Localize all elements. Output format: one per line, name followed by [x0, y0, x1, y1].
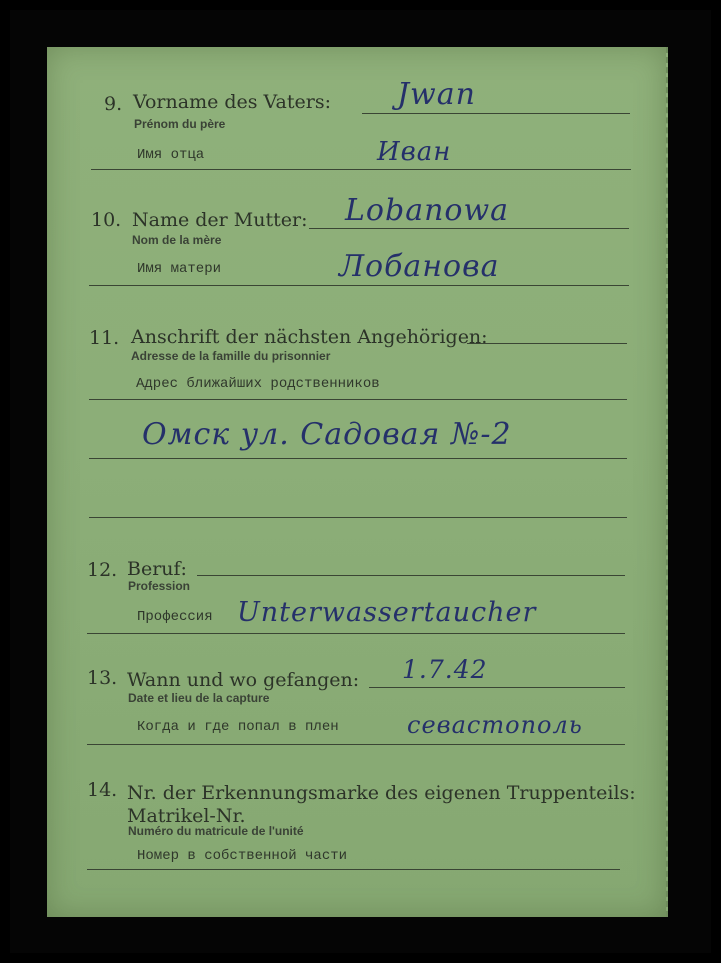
- field9-line-2: [91, 169, 631, 170]
- field14-number: 14.: [87, 779, 118, 801]
- field14-line-1: [87, 869, 620, 870]
- field13-line-2: [87, 744, 625, 745]
- field9-french-label: Prénom du père: [134, 117, 226, 131]
- field11-number: 11.: [89, 327, 120, 349]
- field14-german-label-2: Matrikel-Nr.: [127, 805, 246, 827]
- field9-handwritten-ru: Иван: [377, 137, 452, 167]
- field12-line-2: [87, 633, 625, 634]
- field13-line-1: [369, 687, 625, 688]
- field11-french-label: Adresse de la famille du prisonnier: [131, 349, 331, 363]
- field9-line-1: [362, 113, 630, 114]
- field12-handwritten: Unterwassertaucher: [237, 597, 537, 628]
- field12-french-label: Profession: [128, 579, 191, 593]
- field11-line-2: [89, 399, 627, 400]
- field12-russian-label: Профессия: [137, 609, 213, 625]
- field13-french-label: Date et lieu de la capture: [128, 691, 270, 705]
- field10-russian-label: Имя матери: [137, 261, 222, 277]
- field9-handwritten-de: Jwan: [397, 77, 476, 112]
- field9-number: 9.: [104, 93, 123, 115]
- field13-handwritten-place: севастополь: [407, 711, 583, 739]
- field10-line-1: [309, 228, 629, 229]
- field11-handwritten: Омск ул. Садовая №-2: [142, 417, 512, 452]
- field14-french-label: Numéro du matricule de l'unité: [128, 824, 304, 838]
- field10-french-label: Nom de la mère: [132, 233, 222, 247]
- field14-german-label: Nr. der Erkennungsmarke des eigenen Truppenteils:: [127, 782, 636, 804]
- field10-line-2: [89, 285, 629, 286]
- field12-german-label: Beruf:: [127, 558, 187, 580]
- field13-russian-label: Когда и где попал в плен: [137, 719, 339, 735]
- field13-german-label: Wann und wo gefangen:: [127, 669, 360, 691]
- field10-number: 10.: [91, 209, 122, 231]
- field9-german-label: Vorname des Vaters:: [133, 91, 331, 113]
- field10-handwritten-ru: Лобанова: [339, 249, 500, 284]
- field13-number: 13.: [87, 667, 118, 689]
- field14-russian-label: Номер в собственной части: [137, 848, 348, 864]
- field11-line-1: [467, 343, 627, 344]
- field9-russian-label: Имя отца: [137, 147, 205, 163]
- field11-line-4: [89, 517, 627, 518]
- field11-line-3: [89, 458, 627, 459]
- field10-german-label: Name der Mutter:: [132, 209, 308, 231]
- prisoner-card: [47, 47, 668, 917]
- field10-handwritten-de: Lobanowa: [345, 193, 510, 228]
- field12-number: 12.: [87, 559, 118, 581]
- field13-handwritten-date: 1.7.42: [402, 655, 488, 684]
- field12-line-1: [197, 575, 625, 576]
- field11-german-label: Anschrift der nächsten Angehörigen:: [131, 326, 488, 348]
- field11-russian-label: Адрес ближайших родственников: [136, 376, 380, 392]
